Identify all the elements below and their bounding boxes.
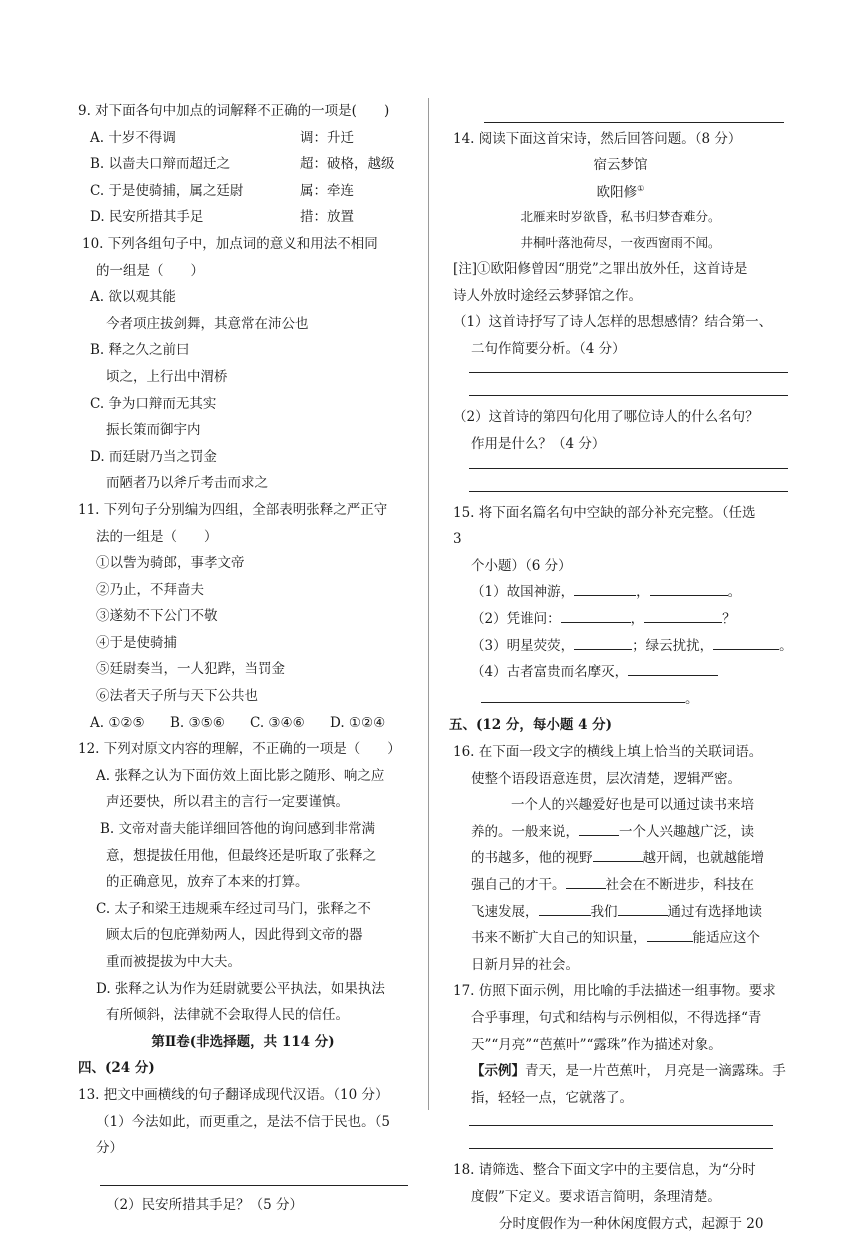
poem-title: 宿云梦馆 <box>453 153 788 177</box>
q12-option-d: D. 张释之认为作为廷尉就要公平执法，如果执法 <box>78 976 408 1003</box>
q14-sub-2-cont: 作用是什么？（4 分） <box>453 431 788 458</box>
poem-line-2: 井桐叶落池荷尽，一夜西窗雨不闻。 <box>453 230 788 256</box>
fill-blank[interactable] <box>539 901 591 916</box>
question-11 <box>78 497 408 736</box>
q10-option-c: C. 争为口辩而无其实 <box>78 391 408 418</box>
q17-stem: 17. 仿照下面示例，用比喻的手法描述一组事物。要求 <box>453 978 788 1005</box>
fill-blank[interactable] <box>574 581 636 596</box>
q10-option-c-2: 振长策而御宇内 <box>78 417 408 444</box>
q9-option-b: B. 以啬夫口辩而超迁之 超：破格，越级 <box>78 151 408 178</box>
q15-line-2: （2）凭谁问： ， ？ <box>453 606 788 633</box>
q11-stem-cont: 法的一组是（ ） <box>78 524 408 551</box>
column-divider <box>428 98 429 1110</box>
q15-stem-cont: 3 <box>453 526 788 553</box>
section-4-heading: 四、(24 分) <box>78 1055 408 1082</box>
q17-example-cont: 指，轻轻一点，它就落了。 <box>453 1085 788 1112</box>
fill-blank[interactable] <box>618 901 668 916</box>
question-9 <box>78 98 408 231</box>
answer-line <box>469 372 788 373</box>
q18-stem: 18. 请筛选、整合下面文字中的主要信息，为“分时 <box>453 1157 788 1184</box>
q16-passage: 飞速发展， 我们 通过有选择地读 <box>453 899 788 926</box>
question-13 <box>78 1082 408 1215</box>
fill-blank[interactable] <box>481 688 685 703</box>
q12-option-c-3: 重而被提拔为中大夫。 <box>78 949 408 976</box>
q13-sub-1: （1）今法如此，而更重之，是法不信于民也。（5 <box>78 1109 408 1136</box>
q9-option-a: A. 十岁不得调 调：升迁 <box>78 125 408 152</box>
question-18 <box>453 1157 788 1237</box>
q11-item: ④于是使骑捕 <box>78 630 408 657</box>
q10-option-a-2: 今者项庄拔剑舞，其意常在沛公也 <box>78 311 408 338</box>
q12-option-b-2: 意，想提拔任用他，但最终还是听取了张释之 <box>78 843 408 870</box>
q10-option-b-2: 顷之，上行出中渭桥 <box>78 364 408 391</box>
question-10 <box>78 231 408 497</box>
q10-stem-cont: 的一组是（ ） <box>78 258 408 285</box>
question-15 <box>453 500 788 713</box>
q16-passage: 日新月异的社会。 <box>453 952 788 979</box>
answer-line <box>469 1148 773 1149</box>
question-14 <box>453 126 788 492</box>
fill-blank[interactable] <box>574 635 632 650</box>
q12-option-b-3: 的正确意见，放弃了本来的打算。 <box>78 869 408 896</box>
fill-blank[interactable] <box>647 927 693 942</box>
q15-stem: 15. 将下面名篇名句中空缺的部分补充完整。（任选 <box>453 500 788 527</box>
q13-sub-2: （2）民安所措其手足？（5 分） <box>78 1195 408 1215</box>
q11-item: ③遂劾不下公门不敬 <box>78 603 408 630</box>
fill-blank[interactable] <box>650 581 728 596</box>
right-column <box>453 126 788 1237</box>
q11-item: ⑥法者天子所与天下公共也 <box>78 683 408 710</box>
part-2-title: 第Ⅱ卷(非选择题，共 114 分) <box>78 1029 408 1056</box>
q13-sub-1-cont: 分） <box>78 1135 408 1162</box>
q14-sub-1: （1）这首诗抒写了诗人怎样的思想感情？结合第一、 <box>453 309 788 336</box>
answer-line <box>469 395 788 396</box>
poem-author: 欧阳修① <box>453 177 788 205</box>
q12-stem: 12. 下列对原文内容的理解，不正确的一项是（ ） <box>78 736 408 763</box>
q12-option-c-2: 顾太后的包庇弹劾两人，因此得到文帝的器 <box>78 922 408 949</box>
q14-sub-2: （2）这首诗的第四句化用了哪位诗人的什么名句？ <box>453 404 788 431</box>
q12-option-b: B. 文帝对啬夫能详细回答他的询问感到非常满 <box>78 816 408 843</box>
q15-line-3: （3）明星荧荧， ；绿云扰扰， 。 <box>453 633 788 660</box>
q14-sub-1-cont: 二句作简要分析。（4 分） <box>453 336 788 363</box>
q17-stem-cont: 天”“月亮”“芭蕉叶”“露珠”作为描述对象。 <box>453 1032 788 1059</box>
question-17 <box>453 978 788 1149</box>
q11-item: ⑤廷尉奏当，一人犯跸，当罚金 <box>78 656 408 683</box>
q11-stem: 11. 下列句子分别编为四组，全部表明张释之严正守 <box>78 497 408 524</box>
q15-line-4-cont: 。 <box>453 686 788 713</box>
q17-stem-cont: 合乎事理，句式和结构与示例相似，不得选择“青 <box>453 1005 788 1032</box>
question-12 <box>78 736 408 1029</box>
q16-passage: 养的。一般来说， 一个人兴趣越广泛，读 <box>453 819 788 846</box>
q11-choices: A. ①②⑤ B. ③⑤⑥ C. ③④⑥ D. ①②④ <box>78 710 408 737</box>
q15-line-4: （4）古者富贵而名摩灭， <box>453 659 788 686</box>
fill-blank[interactable] <box>644 608 722 623</box>
q16-passage: 强自己的才干。 社会在不断进步，科技在 <box>453 872 788 899</box>
q14-stem: 14. 阅读下面这首宋诗，然后回答问题。（8 分） <box>453 126 788 153</box>
poem-note: [注]①欧阳修曾因“朋党”之罪出放外任，这首诗是 <box>453 256 788 283</box>
q16-passage: 一个人的兴趣爱好也是可以通过读书来培 <box>453 792 788 819</box>
q10-option-d-2: 而陋者乃以斧斤考击而求之 <box>78 470 408 497</box>
q9-option-d: D. 民安所措其手足 措：放置 <box>78 204 408 231</box>
answer-line <box>100 1185 408 1186</box>
q9-option-c: C. 于是使骑捕，属之廷尉 属：牵连 <box>78 178 408 205</box>
q12-option-a-2: 声还要快，所以君主的言行一定要谨慎。 <box>78 789 408 816</box>
q16-passage: 的书越多，他的视野 越开阔，也就越能增 <box>453 845 788 872</box>
q16-stem: 16. 在下面一段文字的横线上填上恰当的关联词语。 <box>453 739 788 766</box>
q18-passage: 分时度假作为一种休闲度假方式，起源于 20 <box>453 1211 788 1237</box>
answer-line <box>469 468 788 469</box>
fill-blank[interactable] <box>713 635 779 650</box>
fill-blank[interactable] <box>593 847 643 862</box>
q10-option-d: D. 而廷尉乃当之罚金 <box>78 444 408 471</box>
q16-stem-cont: 使整个语段语意连贯，层次清楚，逻辑严密。 <box>453 766 788 793</box>
q12-option-d-2: 有所倾斜，法律就不会取得人民的信任。 <box>78 1002 408 1029</box>
q10-stem: 10. 下列各组句子中，加点词的意义和用法不相同 <box>78 231 408 258</box>
q13-stem: 13. 把文中画横线的句子翻译成现代汉语。（10 分） <box>78 1082 408 1109</box>
answer-line <box>469 491 788 492</box>
q12-option-a: A. 张释之认为下面仿效上面比影之随形、响之应 <box>78 763 408 790</box>
fill-blank[interactable] <box>561 608 631 623</box>
q11-item: ②乃止，不拜啬夫 <box>78 577 408 604</box>
fill-blank[interactable] <box>628 661 718 676</box>
q11-item: ①以訾为骑郎，事孝文帝 <box>78 550 408 577</box>
q17-example: 【示例】青天，是一片芭蕉叶， 月亮是一滴露珠。手 <box>453 1058 788 1085</box>
q15-line-1: （1）故国神游， ， 。 <box>453 579 788 606</box>
fill-blank[interactable] <box>579 821 619 836</box>
q18-stem-cont: 度假”下定义。要求语言简明，条理清楚。 <box>453 1184 788 1211</box>
q12-option-c: C. 太子和梁王违规乘车经过司马门，张释之不 <box>78 896 408 923</box>
q16-passage: 书来不断扩大自己的知识量， 能适应这个 <box>453 925 788 952</box>
left-column <box>78 98 408 1215</box>
fill-blank[interactable] <box>566 874 606 889</box>
q9-stem: 9. 对下面各句中加点的词解释不正确的一项是( ) <box>78 98 408 125</box>
poem-note-cont: 诗人外放时途经云梦驿馆之作。 <box>453 283 788 310</box>
answer-line-top <box>484 122 784 123</box>
q10-option-a: A. 欲以观其能 <box>78 284 408 311</box>
answer-line <box>469 1125 773 1126</box>
poem-line-1: 北雁来时岁欲昏，私书归梦杳难分。 <box>453 204 788 230</box>
q15-stem-cont: 个小题）（6 分） <box>453 553 788 580</box>
q10-option-b: B. 释之久之前曰 <box>78 337 408 364</box>
section-5-heading: 五、(12 分，每小题 4 分) <box>449 712 788 739</box>
question-16 <box>453 739 788 978</box>
